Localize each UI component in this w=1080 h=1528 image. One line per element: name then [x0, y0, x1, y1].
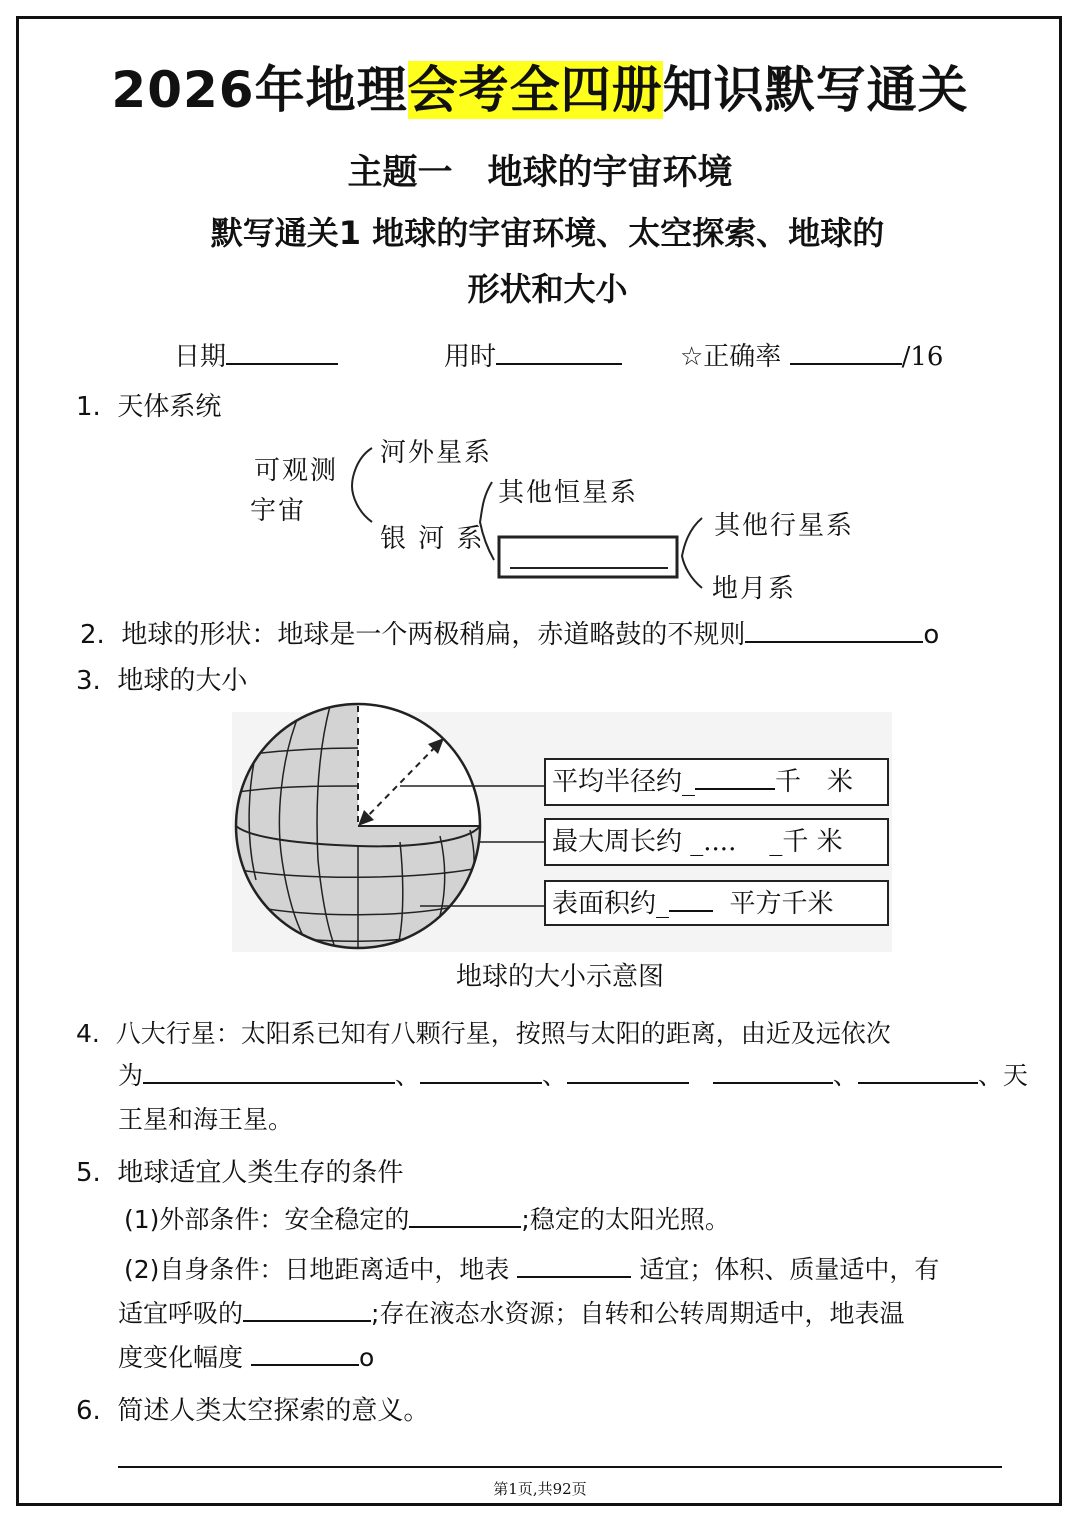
theme-heading: 主题一 地球的宇宙环境	[347, 153, 733, 193]
footer-divider	[118, 1466, 1002, 1468]
q5-self-line2: 适宜呼吸的 ;存在液态水资源；自转和公转周期适中，地表温	[118, 1292, 904, 1336]
section-heading-line1: 默写通关1 地球的宇宙环境、太空探索、地球的	[210, 214, 885, 252]
other-star-systems-label: 其他恒星系	[498, 478, 639, 508]
accuracy-field[interactable]: ☆正确率 /16	[680, 336, 943, 373]
q5-heading: 5. 地球适宜人类生存的条件	[76, 1158, 404, 1188]
date-field[interactable]: 日期	[174, 336, 338, 373]
other-planet-systems-label: 其他行星系	[714, 511, 855, 541]
q1-heading: 1. 天体系统	[76, 392, 222, 422]
q5-self-line3: 度变化幅度 o	[118, 1336, 374, 1380]
q4-line3: 王星和海王星。	[118, 1105, 294, 1134]
earth-moon-system-label: 地月系	[712, 574, 797, 604]
q3-heading: 3. 地球的大小	[76, 666, 248, 696]
diagram-caption: 地球的大小示意图	[455, 962, 664, 992]
circumference-box[interactable]: 最大周长约 _.... _千 米	[544, 818, 889, 866]
time-field[interactable]: 用时	[444, 336, 622, 373]
surface-area-box[interactable]: 表面积约_ 平方千米	[544, 880, 889, 926]
extragalactic-label: 河外星系	[380, 438, 493, 468]
q5-self-line1: (2)自身条件：日地距离适中，地表 适宜；体积、质量适中，有	[124, 1248, 939, 1292]
page-number: 第1页,共92页	[493, 1480, 587, 1498]
page-title: 2026年地理会考全四册知识默写通关	[111, 61, 969, 119]
observable-universe-label-2: 宇宙	[250, 496, 307, 526]
q6-text: 6. 简述人类太空探索的意义。	[76, 1396, 430, 1426]
observable-universe-label-1: 可观测	[254, 456, 339, 486]
title-highlight: 会考全四册	[407, 61, 663, 119]
q2-text: 2. 地球的形状：地球是一个两极稍扁，赤道略鼓的不规则 o	[80, 614, 939, 651]
milky-way-label: 银 河 系	[380, 524, 485, 554]
radius-box[interactable]: 平均半径约_ 千 米	[544, 758, 889, 806]
section-heading-line2: 形状和大小	[467, 270, 628, 308]
q4-line1: 4. 八大行星：太阳系已知有八颗行星，按照与太阳的距离，由近及远依次	[76, 1019, 891, 1048]
q5-external: (1)外部条件：安全稳定的 ;稳定的太阳光照。	[124, 1198, 730, 1242]
q4-line2: 为 、 、 、 、天	[118, 1054, 1028, 1098]
